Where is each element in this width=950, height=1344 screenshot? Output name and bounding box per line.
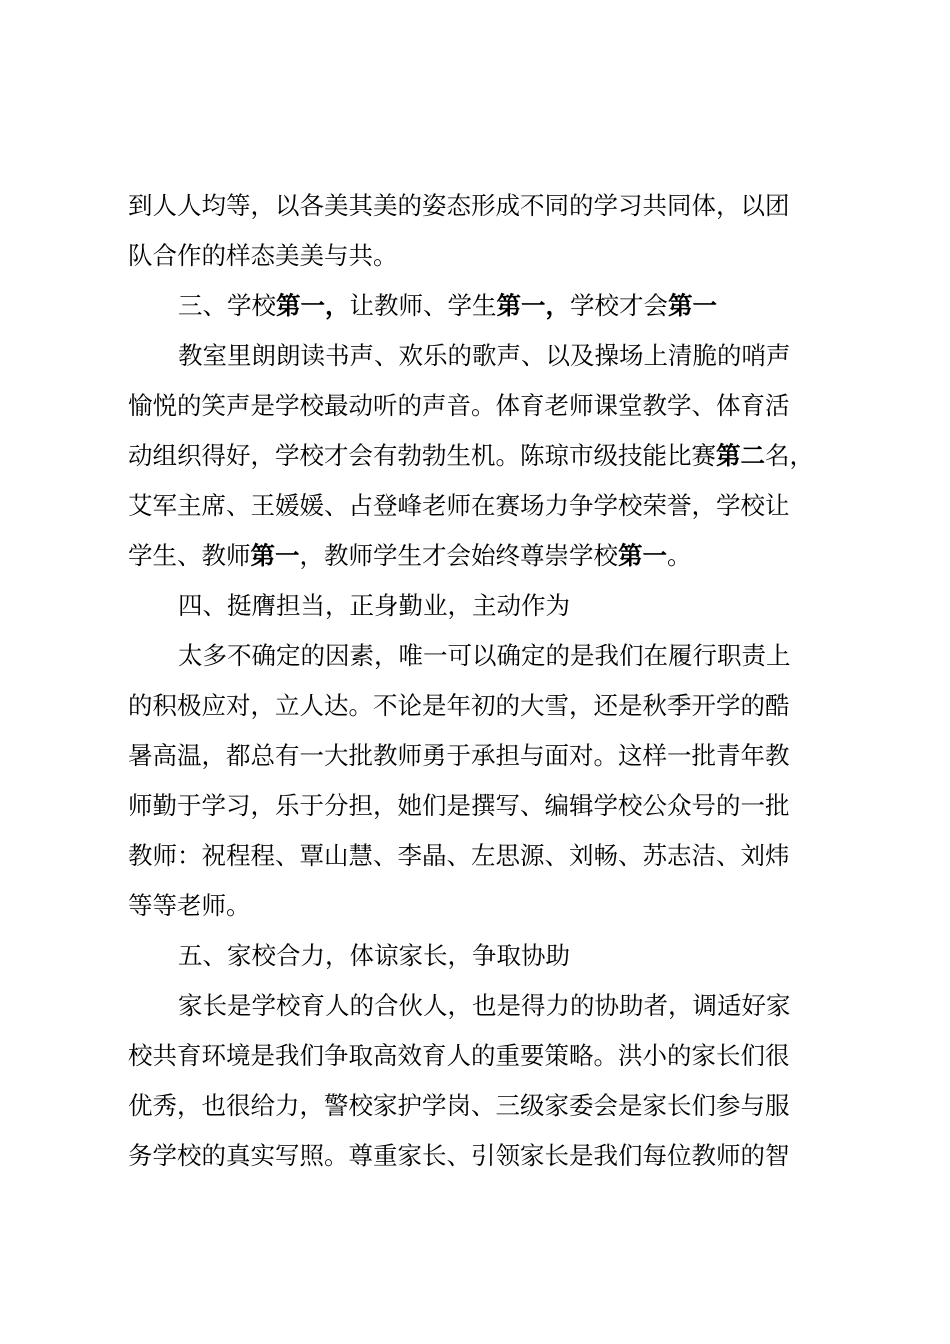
body-text-line: 到人人均等，以各美其美的姿态形成不同的学习共同体，以团: [128, 191, 790, 220]
body-text-line: 家长是学校育人的合伙人，也是得力的协助者，调适好家: [178, 991, 791, 1020]
body-text-line: 优秀，也很给力，警校家护学岗、三级家委会是家长们参与服: [128, 1091, 790, 1120]
body-text-line: 暑高温，都总有一大批教师勇于承担与面对。这样一批青年教: [128, 741, 790, 770]
text-run: 动组织得好，学校才会有勃勃生机。陈琼市级技能比赛: [128, 441, 716, 470]
body-text-line: 的积极应对，立人达。不论是年初的大雪，还是秋季开学的酷: [128, 691, 790, 720]
heading-text: 三、学校: [178, 291, 276, 320]
section-heading-5: 五、家校合力，体谅家长，争取协助: [178, 941, 570, 970]
body-text-line: [128, 538, 692, 574]
heading-text: 学校才会: [570, 291, 668, 320]
body-text-line: [128, 438, 814, 474]
text-run: 学生、教师: [128, 541, 251, 570]
body-text-line: 愉悦的笑声是学校最动听的声音。体育老师课堂教学、体育活: [128, 391, 790, 420]
text-run: 名，: [765, 441, 814, 470]
heading-text: 让教师、学生: [349, 291, 497, 320]
body-text-line: 校共育环境是我们争取高效育人的重要策略。洪小的家长们很: [128, 1041, 790, 1070]
body-text-line: 等等老师。: [128, 891, 251, 920]
text-run: ，教师学生才会始终尊崇学校: [299, 541, 618, 570]
body-text-line: 队合作的样态美美与共。: [128, 241, 398, 270]
text-run: 。: [667, 541, 692, 570]
section-heading-3: [178, 288, 717, 324]
bold-text: 第一: [668, 291, 717, 320]
body-text-line: 师勤于学习，乐于分担，她们是撰写、编辑学校公众号的一批: [128, 791, 790, 820]
bold-text: 第一: [250, 541, 300, 570]
bold-text: 第一: [618, 541, 667, 570]
bold-text: 第二: [716, 441, 765, 470]
body-text-line: 务学校的真实写照。尊重家长、引领家长是我们每位教师的智: [128, 1141, 790, 1170]
bold-text: 第一，: [276, 291, 350, 320]
body-text-line: 教室里朗朗读书声、欢乐的歌声、以及操场上清脆的哨声: [178, 341, 791, 370]
body-text-line: 教师：祝程程、覃山慧、李晶、左思源、刘畅、苏志洁、刘炜: [128, 841, 790, 870]
section-heading-4: 四、挺膺担当，正身勤业，主动作为: [178, 591, 570, 620]
body-text-line: 太多不确定的因素，唯一可以确定的是我们在履行职责上: [178, 641, 791, 670]
bold-text: 第一，: [496, 291, 570, 320]
body-text-line: 艾军主席、王媛媛、占登峰老师在赛场力争学校荣誉，学校让: [128, 491, 790, 520]
